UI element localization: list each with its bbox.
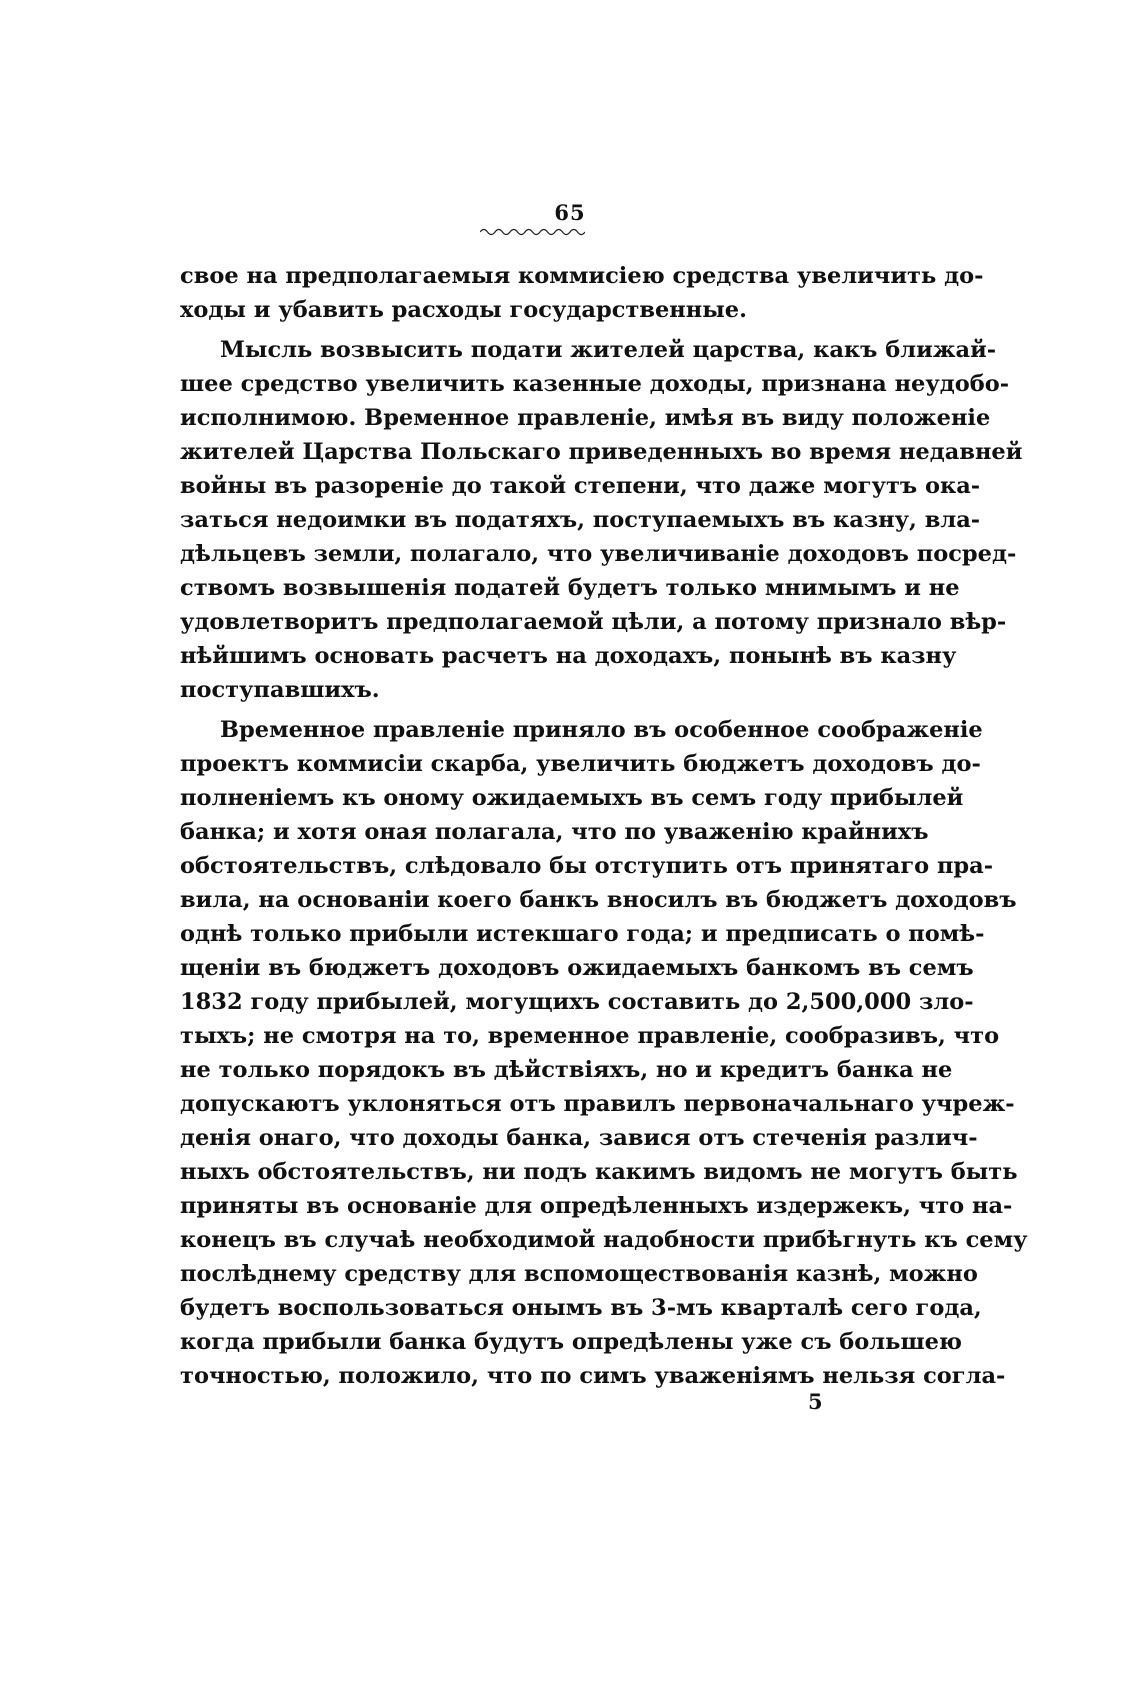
text-line: полненіемъ къ оному ожидаемыхъ въ семъ году прибылей xyxy=(180,785,964,811)
text-line: жителей Царства Польскаго приведенныхъ во время недавней xyxy=(180,439,1023,465)
text-line: войны въ разореніе до такой степени, что даже могутъ ока- xyxy=(180,473,981,499)
text-line: вила, на основаніи коего банкъ вносилъ въ бюджетъ доходовъ xyxy=(180,887,1017,913)
text-line: не только порядокъ въ дѣйствіяхъ, но и кредитъ банка не xyxy=(180,1057,953,1083)
wavy-rule-ornament xyxy=(480,226,585,236)
text-line: точностью, положило, что по симъ уваженіямъ нельзя согла- xyxy=(180,1363,1006,1389)
text-line: ныхъ обстоятельствъ, ни подъ какимъ видомъ не могутъ быть xyxy=(180,1159,1018,1185)
page-number: 65 xyxy=(554,200,586,225)
text-line: однѣ только прибыли истекшаго года; и предписать о помѣ- xyxy=(180,921,985,947)
text-line: Мысль возвысить подати жителей царства, какъ ближай- xyxy=(220,337,997,363)
text-line: конецъ въ случаѣ необходимой надобности прибѣгнуть къ сему xyxy=(180,1227,1028,1253)
text-line: щеніи въ бюджетъ доходовъ ожидаемыхъ банкомъ въ семъ xyxy=(180,955,974,981)
text-line: обстоятельствъ, слѣдовало бы отступить отъ принятаго пра- xyxy=(180,853,994,879)
text-line: проектъ коммисіи скарба, увеличить бюджетъ доходовъ до- xyxy=(180,751,981,777)
paragraph xyxy=(180,333,1023,707)
text-line: банка; и хотя оная полагала, что по уваженію крайнихъ xyxy=(180,819,929,845)
text-line: ходы и убавить расходы государственные. xyxy=(180,297,747,323)
text-line: послѣднему средству для вспомоществованія казнѣ, можно xyxy=(180,1261,978,1287)
text-line: заться недоимки въ податяхъ, поступаемыхъ въ казну, вла- xyxy=(180,507,981,533)
text-line: 1832 году прибылей, могущихъ составить до 2,500,000 зло- xyxy=(180,989,974,1015)
text-line: денія онаго, что доходы банка, завися отъ стеченія различ- xyxy=(180,1125,978,1151)
text-line: приняты въ основаніе для опредѣленныхъ издержекъ, что на- xyxy=(180,1193,1013,1219)
text-line: дѣльцевъ земли, полагало, что увеличиваніе доходовъ посред- xyxy=(180,541,1017,567)
text-line: Временное правленіе приняло въ особенное соображеніе xyxy=(220,717,983,743)
paragraph xyxy=(180,259,984,327)
text-line: ствомъ возвышенія податей будетъ только мнимымъ и не xyxy=(180,575,960,601)
paragraph xyxy=(180,713,1028,1393)
text-line: удовлетворитъ предполагаемой цѣли, а потому признало вѣр- xyxy=(180,609,1007,635)
text-line: поступавшихъ. xyxy=(180,677,380,703)
text-line: допускаютъ уклоняться отъ правилъ первоначальнаго учреж- xyxy=(180,1091,1015,1117)
signature-mark: 5 xyxy=(808,1389,823,1414)
text-line: исполнимою. Временное правленіе, имѣя въ виду положеніе xyxy=(180,405,991,431)
text-line: шее средство увеличить казенные доходы, признана неудобо- xyxy=(180,371,1010,397)
text-line: тыхъ; не смотря на то, временное правленіе, сообразивъ, что xyxy=(180,1023,1000,1049)
text-line: когда прибыли банка будутъ опредѣлены уже съ большею xyxy=(180,1329,963,1355)
text-line: свое на предполагаемыя коммисіею средства увеличить до- xyxy=(180,263,984,289)
text-line: нѣйшимъ основать расчетъ на доходахъ, понынѣ въ казну xyxy=(180,643,957,669)
body-text xyxy=(180,259,1028,1393)
text-line: будетъ воспользоваться онымъ въ 3-мъ кварталѣ сего года, xyxy=(180,1295,982,1321)
